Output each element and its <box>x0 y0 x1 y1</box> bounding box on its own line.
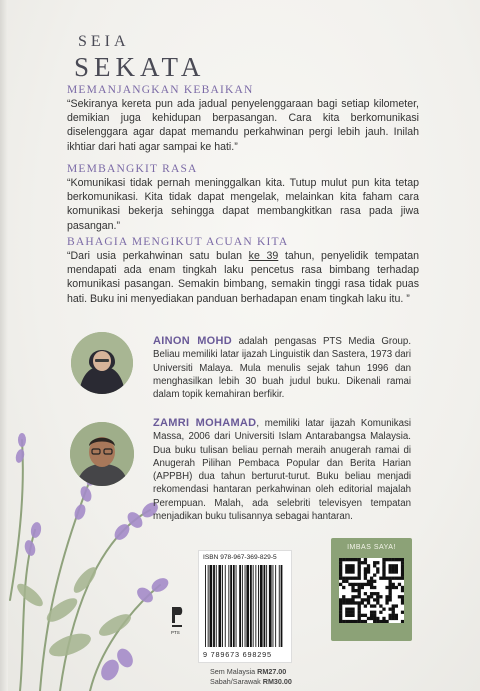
author-bio-2 <box>153 417 411 523</box>
barcode-bars <box>205 565 285 649</box>
qr-code[interactable] <box>339 558 404 623</box>
price-amount-1: RM27.00 <box>257 667 287 676</box>
author-photo-zamri <box>70 422 134 486</box>
svg-text:PTS: PTS <box>171 630 180 635</box>
barcode-number: 9 789673 698295 <box>203 650 272 659</box>
price-region-2: Sabah/Sarawak <box>210 676 261 686</box>
qr-panel <box>331 538 412 641</box>
author-bio-text-1: adalah pengasas PTS Media Group. Beliau memiliki latar ijazah Linguistik dan Sastera, 1973 dari Universiti Malaya. Mula menulis sejak tahun 1996 dan menghasilkan lebih 30 buah judul buku. Dikenali ramai dalam topik kemahiran berfikir. <box>153 336 412 401</box>
quote-3-part-2: tahun, penyelidik tempatan mendapati ada enam tingkah laku pencetus rasa bimbang terhadap komunikasi pasangan. Semakin bimbang, semakin tinggi rasa tidak puas hati. Buku ini menyediakan panduan berhadapan enam tingkah laku itu. ” <box>67 250 419 305</box>
section-heading-1: MEMANJANGKAN KEBAIKAN <box>67 84 254 96</box>
section-heading-2: MEMBANGKIT RASA <box>67 163 198 175</box>
qr-label: IMBAS SAYA! <box>347 544 396 551</box>
isbn-barcode <box>198 550 292 663</box>
book-title-line-2: SEKATA <box>74 52 206 82</box>
section-heading-3: BAHAGIA MENGIKUT ACUAN KITA <box>67 236 289 248</box>
author-bio-text-2: , memiliki latar ijazah Komunikasi Massa, 2006 dari Universiti Islam Antarabangsa Malaysia. Dua buku tulisan beliau pernah meraih anugerah ramai di Anugerah Pilihan Pembaca Popular dan Berita Harian (APPBH) dua tahun berturut-turut. Buku beliau menjadi rekomendasi hantaran perkahwinan oleh editorial majalah Perempuan. Malah, ada selebriti televisyen tempatan menjadikan buku tulisannya sebagai hantaran. <box>153 418 411 523</box>
author-name-1: AINON MOHD <box>153 335 233 347</box>
price-region-1: Sem Malaysia <box>210 667 256 676</box>
book-title-line-1: SEIA <box>78 33 130 50</box>
quote-3-part-1: “Dari usia perkahwinan satu bulan <box>67 250 249 262</box>
section-quote-2: “Komunikasi tidak pernah meninggalkan kita. Tutup mulut pun kita tetap berkomunikasi. Kita tidak dapat mengelak, melainkan kita faham cara komunikasi bekerja sehingga dapat membangkitkan rasa pada jiwa pasangan.” <box>67 177 419 232</box>
author-bio-1 <box>153 335 411 401</box>
quote-3-underlined: ke 39 <box>248 250 279 262</box>
publisher-logo-icon <box>170 605 184 635</box>
author-name-2: ZAMRI MOHAMAD <box>153 417 257 429</box>
price-info <box>210 667 292 686</box>
price-amount-2: RM30.00 <box>262 676 292 686</box>
qr-code-icon <box>339 558 404 623</box>
author-photo-ainon <box>71 332 133 394</box>
section-quote-1: “Sekiranya kereta pun ada jadual penyelenggaraan bagi setiap kilometer, demikian juga kehidupan berpasangan. Cara kita berkomunikasi diselenggara agar dapat memandu perkahwinan pergi lebih jauh. Inilah ikhtiar dari hati agar sampai ke hati.” <box>67 98 419 153</box>
section-quote-3 <box>67 249 419 306</box>
isbn-label: ISBN 978-967-369-829-5 <box>203 554 277 561</box>
